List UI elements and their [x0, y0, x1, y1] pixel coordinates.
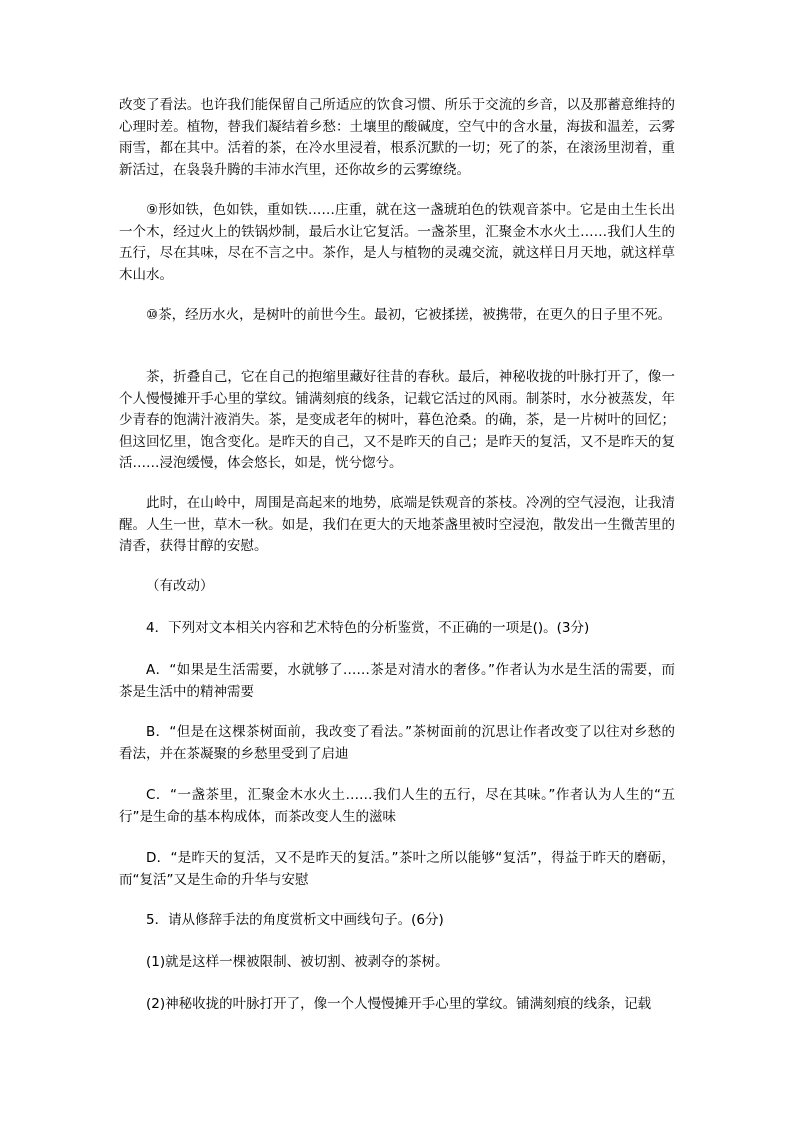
source-note: （有改动） [146, 578, 214, 594]
question-4-option-d: D．“是昨天的复活，又不是昨天的复活。”茶叶之所以能够“复活”，得益于昨天的磨砺，而“复活”又是生命的升华与安慰 [119, 850, 675, 888]
paragraph-mountain: 此时，在山岭中，周围是高起来的地势，底端是铁观音的茶枝。冷冽的空气浸泡，让我清醒。人生一世，草木一秋。如是，我们在更大的天地茶盏里被时空浸泡，散发出一生微苦里的清香，获得甘醇的安慰。 [119, 495, 675, 554]
question-4-option-b: B．“但是在这棵茶树面前，我改变了看法。”茶树面前的沉思让作者改变了以往对乡愁的看法，并在茶凝聚的乡愁里受到了启迪 [119, 724, 675, 762]
paragraph-10: ⑩茶，经历水火，是树叶的前世今生。最初，它被揉搓，被携带，在更久的日子里不死。 [146, 307, 672, 323]
paragraph-9: ⑨形如铁，色如铁，重如铁……庄重，就在这一盏琥珀色的铁观音茶中。它是由土生长出一个木，经过火上的铁锅炒制，最后水让它复活。一盏茶里，汇聚金木水火土……我们人生的五行，尽在其味，尽在不言之中。茶作，是人与植物的灵魂交流，就这样日月天地，就这样草木山水。 [119, 202, 675, 283]
question-4-stem: 4．下列对文本相关内容和艺术特色的分析鉴赏，不正确的一项是()。(3分) [146, 620, 590, 636]
question-4-option-a: A．“如果是生活需要，水就够了……茶是对清水的奢侈。”作者认为水是生活的需要，而茶是生活中的精神需要 [119, 662, 675, 700]
question-5-item-1: (1)就是这样一棵被限制、被切割、被剥夺的茶树。 [146, 954, 449, 970]
question-5-item-2: (2)神秘收拢的叶脉打开了，像一个人慢慢摊开手心里的掌纹。铺满刻痕的线条，记载 [146, 996, 652, 1012]
paragraph-tea-folding: 茶，折叠自己，它在自己的抱缩里藏好往昔的春秋。最后，神秘收拢的叶脉打开了，像一个人慢慢摊开手心里的掌纹。铺满刻痕的线条，记载它活过的风雨。制茶时，水分被蒸发，年少青春的饱满汁液消失。茶，是变成老年的树叶，暮色沧桑。的确，茶，是一片树叶的回忆；但这回忆里，饱含变化。是昨天的自己，又不是昨天的自己；是昨天的复活，又不是昨天的复活……浸泡缓慢，体会悠长，如是，恍兮惚兮。 [119, 369, 675, 471]
question-4-option-c: C．“一盏茶里，汇聚金木水火土……我们人生的五行，尽在其味。”作者认为人生的“五行”是生命的基本构成体，而茶改变人生的滋味 [119, 787, 675, 825]
paragraph-continued: 改变了看法。也许我们能保留自己所适应的饮食习惯、所乐于交流的乡音，以及那蓄意维持的心理时差。植物，替我们凝结着乡愁：土壤里的酸碱度，空气中的含水量，海拔和温差，云雾雨雪，都在其中。活着的茶，在冷水里浸着，根系沉默的一切；死了的茶，在滚汤里沏着，重新活过，在袅袅升腾的丰沛水汽里，还你故乡的云雾缭绕。 [119, 97, 675, 178]
question-5-stem: 5．请从修辞手法的角度赏析文中画线句子。(6分) [146, 912, 444, 928]
